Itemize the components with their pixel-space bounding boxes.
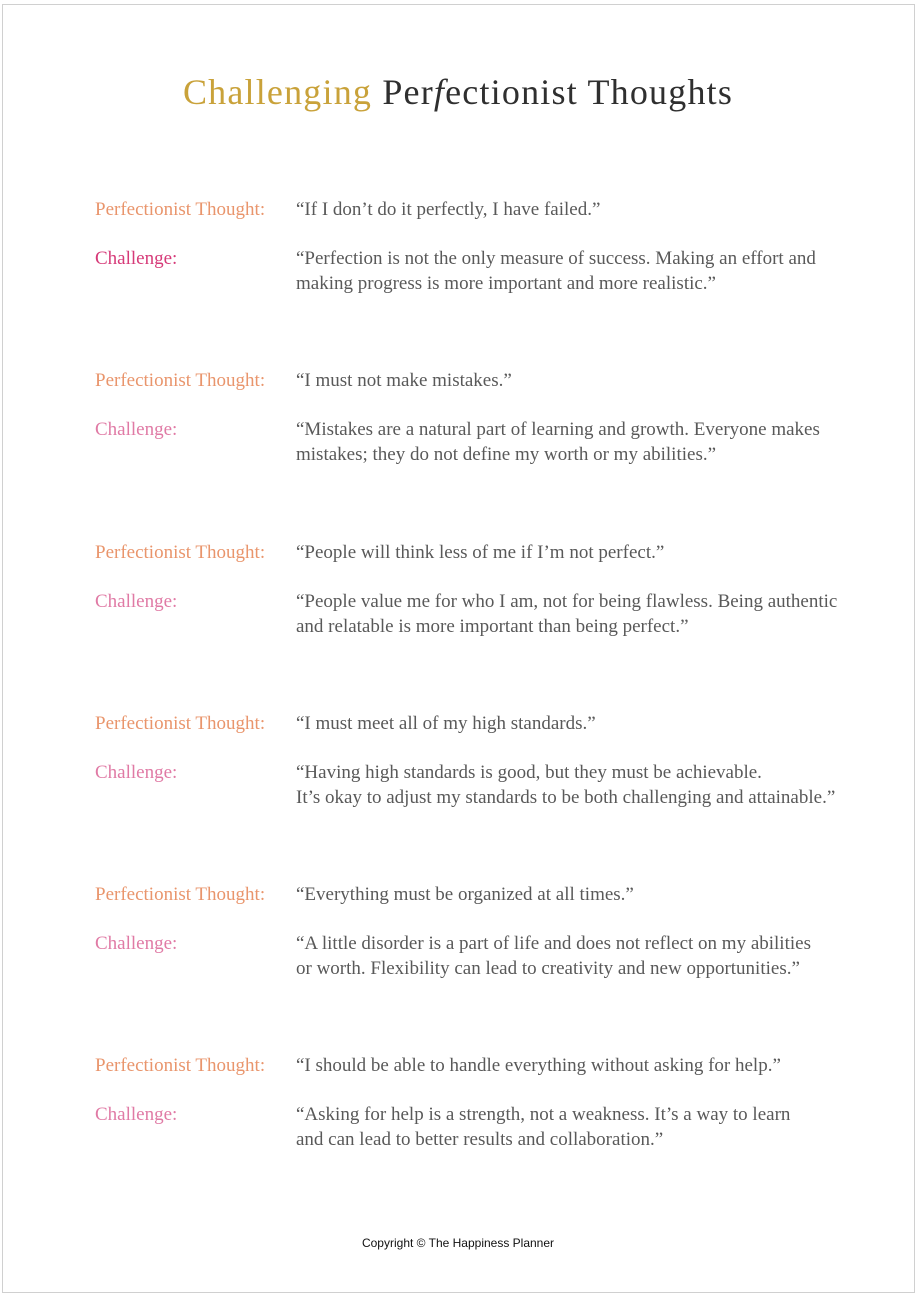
perfectionist-thought-label: Perfectionist Thought:	[95, 199, 266, 220]
perfectionist-thought-label: Perfectionist Thought:	[95, 1055, 266, 1076]
perfectionist-thought-label: Perfectionist Thought:	[95, 370, 266, 391]
title-per: Per	[382, 72, 434, 112]
perfectionist-thought-text: “I must not make mistakes.”	[296, 370, 512, 391]
challenge-label: Challenge:	[95, 419, 178, 440]
challenge-text: “Perfection is not the only measure of success. Making an effort and making progress is more important and more realistic.”	[296, 248, 816, 294]
page-title	[0, 70, 916, 114]
challenge-label: Challenge:	[95, 1104, 178, 1125]
perfectionist-thought-label: Perfectionist Thought:	[95, 713, 266, 734]
challenge-text: “Mistakes are a natural part of learning and growth. Everyone makes mistakes; they do not define my worth or my abilities.”	[296, 419, 820, 465]
title-italic-f: f	[433, 72, 446, 112]
challenge-text: “People value me for who I am, not for being flawless. Being authentic and relatable is more important than being perfect.”	[296, 591, 838, 637]
perfectionist-thought-label: Perfectionist Thought:	[95, 884, 266, 905]
challenge-text: “Asking for help is a strength, not a weakness. It’s a way to learn and can lead to better results and collaboration.”	[296, 1104, 791, 1150]
challenge-label: Challenge:	[95, 591, 178, 612]
perfectionist-thought-text: “I should be able to handle everything without asking for help.”	[296, 1055, 781, 1076]
challenge-text: “Having high standards is good, but they must be achievable. It’s okay to adjust my standards to be both challenging and attainable.”	[296, 762, 836, 808]
title-part-challenging: Challenging	[182, 72, 373, 112]
title-part-perfectionist-thoughts	[382, 72, 733, 112]
challenge-label: Challenge:	[95, 762, 178, 783]
perfectionist-thought-text: “I must meet all of my high standards.”	[296, 713, 596, 734]
challenge-label: Challenge:	[95, 933, 178, 954]
perfectionist-thought-text: “Everything must be organized at all times.”	[296, 884, 634, 905]
challenge-text: “A little disorder is a part of life and does not reflect on my abilities or worth. Flexibility can lead to creativity and new opportunities.”	[296, 933, 811, 979]
challenge-label: Challenge:	[95, 248, 178, 269]
perfectionist-thought-label: Perfectionist Thought:	[95, 542, 266, 563]
perfectionist-thought-text: “People will think less of me if I’m not perfect.”	[296, 542, 665, 563]
copyright-notice: Copyright © The Happiness Planner	[361, 1236, 555, 1250]
perfectionist-thought-text: “If I don’t do it perfectly, I have failed.”	[296, 199, 601, 220]
title-rest: ectionist Thoughts	[445, 72, 734, 112]
